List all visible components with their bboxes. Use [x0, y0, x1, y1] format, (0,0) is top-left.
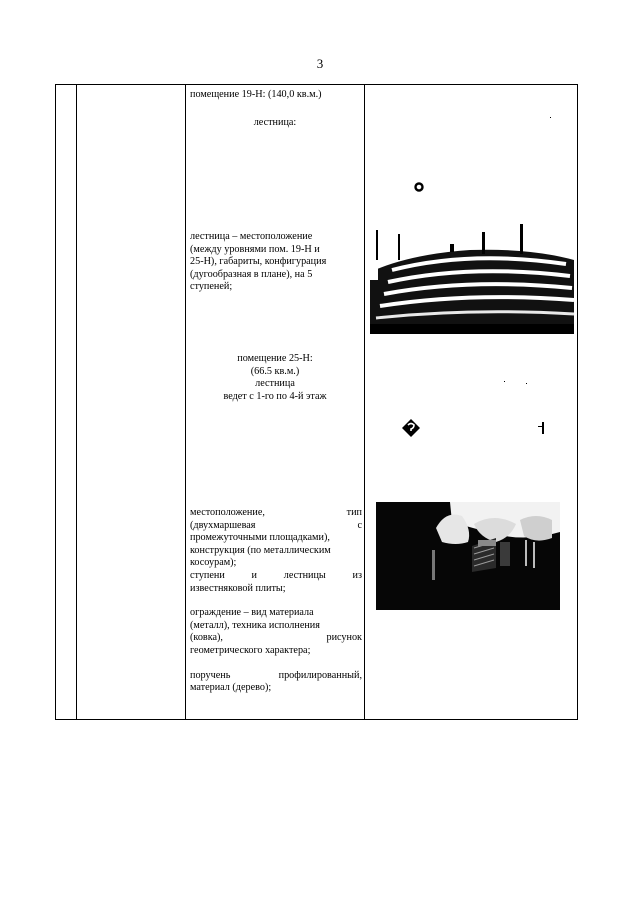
- photo-2-fragment: [537, 421, 547, 435]
- staircase-1-heading: лестница:: [253, 117, 297, 128]
- text-line: помещение 25-Н:: [237, 353, 313, 364]
- page-number: 3: [316, 56, 324, 71]
- text-line: (ковка), рисунок: [190, 632, 362, 644]
- text-line: (двухмаршевая с: [190, 519, 362, 531]
- text-line: (металл), техника исполнения: [190, 619, 320, 631]
- staircase-1-description: [190, 231, 362, 294]
- ring-mark-icon: [414, 182, 426, 193]
- text-line: поручень профилированный,: [190, 669, 362, 681]
- photo-staircase-two-flight: [376, 502, 560, 610]
- text-line: (между уровнями пом. 19-Н и: [190, 243, 320, 255]
- text-line: косоурам);: [190, 557, 237, 569]
- bracket-mark-icon: [537, 421, 547, 435]
- text-line: ведет с 1-го по 4-й этаж: [223, 390, 327, 402]
- scan-speck: [526, 383, 527, 384]
- curved-staircase-photo: [370, 220, 574, 334]
- text-line: местоположение, тип: [190, 507, 362, 518]
- column-divider-3: [364, 85, 365, 719]
- text-line: материал (дерево);: [190, 682, 272, 694]
- staircase-2-description: [190, 507, 362, 695]
- paragraph-gap: [190, 658, 362, 670]
- paragraph-gap: [190, 595, 362, 607]
- photo-1-fragment: [414, 181, 426, 193]
- text-line: ступени и лестницы из: [190, 569, 362, 581]
- scan-speck: [550, 117, 551, 118]
- text-line: конструкция (по металлическим: [190, 544, 331, 556]
- column-divider-2: [185, 85, 186, 719]
- features-table: [55, 84, 578, 720]
- text-line: известняковой плиты;: [190, 582, 286, 594]
- text-line: ступеней;: [190, 281, 233, 293]
- column-divider-1: [76, 85, 77, 719]
- photo-staircase-curved: [370, 220, 574, 334]
- text-line: промежуточными площадками),: [190, 532, 330, 544]
- room-19-heading: помещение 19-Н: (140,0 кв.м.): [190, 89, 322, 100]
- text-line: ограждение – вид материала: [190, 607, 314, 619]
- text-line: лестница: [255, 378, 295, 390]
- room-25-block: [190, 353, 360, 403]
- text-line: (66.5 кв.м.): [250, 365, 300, 377]
- text-line: геометрического характера;: [190, 644, 311, 656]
- scan-speck: [504, 381, 505, 382]
- photo-2-fragment: [401, 418, 421, 438]
- text-line: лестница – местоположение: [190, 231, 313, 242]
- text-line: 25-Н), габариты, конфигурация: [190, 256, 327, 268]
- diamond-mark-icon: [401, 418, 421, 438]
- two-flight-staircase-photo: [376, 502, 560, 610]
- text-line: (дугообразная в плане), на 5: [190, 268, 313, 280]
